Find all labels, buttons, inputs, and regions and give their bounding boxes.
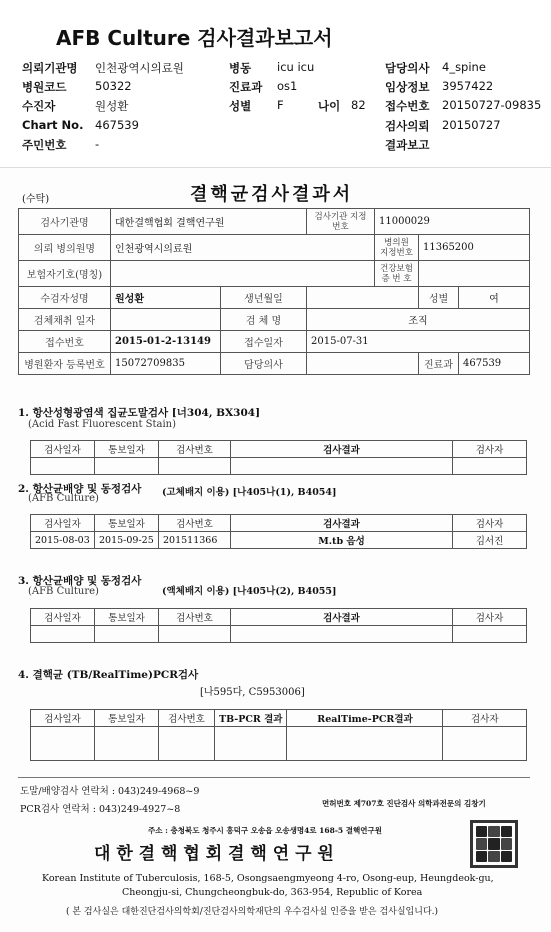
s1-cell-test-date [31,458,95,475]
req-code-label: 병의원 지정번호 [375,235,419,261]
field-label-clinical-info: 임상정보 [385,80,430,94]
s2-header-notify-date: 통보일자 [95,515,159,532]
s3-header-test-no: 검사번호 [159,609,231,626]
field-value-ward: icu icu [277,60,315,74]
report-header-title: AFB Culture 검사결과보고서 [56,26,333,50]
s1-header-test-date: 검사일자 [31,441,95,458]
contact-smear-culture: 도말/배양검사 연락처 : 043)249-4968~9 [20,786,200,797]
s4-cell-tb-pcr [215,727,287,761]
s2-header-test-no: 검사번호 [159,515,231,532]
field-value-age: 82 [351,98,366,112]
reg-no-label: 병원환자 등록번호 [19,353,111,375]
s4-header-notify-date: 통보일자 [95,710,159,727]
footer-divider [18,777,530,778]
section-2-method: (고체배지 이용) [나405나(1), B4054] [162,487,337,498]
field-label-institution: 의뢰기관명 [22,61,78,75]
field-label-age: 나이 [318,99,341,113]
birth-label: 생년월일 [221,287,307,309]
s2-cell-notify-date: 2015-09-25 [95,532,159,549]
section-1-subtitle: (Acid Fast Fluorescent Stain) [28,419,177,430]
dept-value: 467539 [459,353,530,375]
sex-label: 성별 [419,287,459,309]
sex-value: 여 [459,287,530,309]
section-4-table [30,709,527,761]
field-label-dept: 진료과 [229,80,263,94]
field-label-resident-no: 주민번호 [22,138,67,152]
section-4-title: 4. 결핵균 (TB/RealTime)PCR검사 [18,669,199,681]
s2-header-result: 검사결과 [231,515,453,532]
s1-cell-result [231,458,453,475]
s1-cell-test-no [159,458,231,475]
s3-header-result: 검사결과 [231,609,453,626]
reg-no-value: 15072709835 [111,353,221,375]
birth-value [307,287,419,309]
section-3-title: 3. 항산균배양 및 동정검사 [18,575,142,587]
patient-info-table [18,208,530,375]
s3-cell-examiner [453,626,527,643]
s2-cell-test-date: 2015-08-03 [31,532,95,549]
s2-cell-test-no: 201511366 [159,532,231,549]
section-1-table [30,440,527,475]
s2-cell-result: M.tb 음성 [231,532,453,549]
field-value-hospital-code: 50322 [95,79,132,93]
recv-date-value: 2015-07-31 [307,331,530,353]
doctor-label: 담당의사 [221,353,307,375]
s1-header-examiner: 검사자 [453,441,527,458]
license-info: 면허번호 제707호 진단검사 의학과전문의 김창기 [322,799,486,808]
field-value-doctor: 4_spine [442,60,486,74]
report-title: 결핵균검사결과서 [190,184,354,205]
s4-header-examiner: 검사자 [443,710,527,727]
s4-cell-test-date [31,727,95,761]
field-value-request-date: 20150727 [442,118,501,132]
s2-header-examiner: 검사자 [453,515,527,532]
section-1-title: 1. 항산성형광염색 집균도말검사 [너304, BX304] [18,407,261,419]
collect-date-value [111,309,221,331]
field-value-chart-no: 467539 [95,118,139,132]
address-english-line1: Korean Institute of Tuberculosis, 168-5, Osongsaengmyeong 4-ro, Osong-eup, Heungdeok-gu, [42,873,494,884]
field-value-resident-no: - [95,137,100,151]
section-4-method: [나595다, C5953006] [200,687,305,698]
s1-header-notify-date: 통보일자 [95,441,159,458]
specimen-label: 검 체 명 [221,309,307,331]
s3-cell-result [231,626,453,643]
field-label-patient: 수진자 [22,99,56,113]
s1-cell-examiner [453,458,527,475]
ins-cert-value [419,261,530,287]
s4-header-test-date: 검사일자 [31,710,95,727]
collect-date-label: 검체채취 일자 [19,309,111,331]
ins-label: 보험자기호(명칭) [19,261,111,287]
section-2-title: 2. 항산균배양 및 동정검사 [18,483,142,495]
field-value-sex: F [277,98,284,112]
s3-cell-test-no [159,626,231,643]
scanned-report-sheet [0,167,551,932]
s3-header-examiner: 검사자 [453,609,527,626]
field-label-doctor: 담당의사 [385,61,430,75]
field-label-chart-no: Chart No. [22,118,84,132]
section-3-method: (액체배지 이용) [나405나(2), B4055] [162,586,337,597]
s4-header-test-no: 검사번호 [159,710,215,727]
ins-value [111,261,375,287]
doctor-value [307,353,419,375]
section-3-table [30,608,527,643]
inst-label: 검사기관명 [19,209,111,235]
inst-code-value: 11000029 [375,209,530,235]
s3-header-notify-date: 통보일자 [95,609,159,626]
s4-cell-test-no [159,727,215,761]
address-korean: 주소 : 충청북도 청주시 흥덕구 오송읍 오송생명4로 168-5 결핵연구원 [148,826,382,835]
field-label-ward: 병동 [229,61,252,75]
certification-note: ( 본 검사실은 대한진단검사의학회/진단검사의학재단의 우수검사실 인증을 받은 검사실입니다.) [66,907,439,917]
dept-label: 진료과 [419,353,459,375]
field-label-hospital-code: 병원코드 [22,80,67,94]
specimen-value: 조직 [307,309,530,331]
s1-header-test-no: 검사번호 [159,441,231,458]
field-label-result-report: 결과보고 [385,138,430,152]
s4-cell-notify-date [95,727,159,761]
s1-cell-notify-date [95,458,159,475]
s2-cell-examiner: 김서진 [453,532,527,549]
field-value-receipt-no: 20150727-09835 [442,98,542,112]
s3-cell-notify-date [95,626,159,643]
req-value: 인천광역시의료원 [111,235,375,261]
section-3-subtitle: (AFB Culture) [28,586,99,597]
field-value-institution: 인천광역시의료원 [95,61,184,75]
s1-header-result: 검사결과 [231,441,453,458]
field-value-patient: 원성환 [95,99,129,113]
s4-cell-examiner [443,727,527,761]
recv-date-label: 접수일자 [221,331,307,353]
section-2-table [30,514,527,549]
req-label: 의뢰 병의원명 [19,235,111,261]
field-value-dept: os1 [277,79,298,93]
recv-no-value: 2015-01-2-13149 [111,331,221,353]
s4-header-realtime-pcr: RealTime-PCR결과 [287,710,443,727]
field-label-sex: 성별 [229,99,252,113]
s2-header-test-date: 검사일자 [31,515,95,532]
consignment-label: (수탁) [22,194,50,205]
s3-cell-test-date [31,626,95,643]
s4-header-tb-pcr: TB-PCR 결과 [215,710,287,727]
patient-name-value: 원성환 [111,287,221,309]
org-name: 대 한 결 핵 협 회 결 핵 연 구 원 [94,844,334,864]
contact-pcr: PCR검사 연락처 : 043)249-4927~8 [20,804,181,815]
field-value-clinical-info: 3957422 [442,79,494,93]
ins-cert-label: 건강보험 증 번 호 [375,261,419,287]
address-english-line2: Cheongju-si, Chungcheongbuk-do, 363-954, Republic of Korea [122,887,423,898]
section-2-subtitle: (AFB Culture) [28,493,99,504]
inst-value: 대한결핵협회 결핵연구원 [111,209,307,235]
field-label-request-date: 검사의뢰 [385,119,430,133]
field-label-receipt-no: 접수번호 [385,99,430,113]
s3-header-test-date: 검사일자 [31,609,95,626]
recv-no-label: 접수번호 [19,331,111,353]
institution-seal-icon [470,820,518,868]
req-code-value: 11365200 [419,235,530,261]
patient-name-label: 수검자성명 [19,287,111,309]
s4-cell-realtime-pcr [287,727,443,761]
inst-code-label: 검사기관 지정번호 [307,209,375,235]
